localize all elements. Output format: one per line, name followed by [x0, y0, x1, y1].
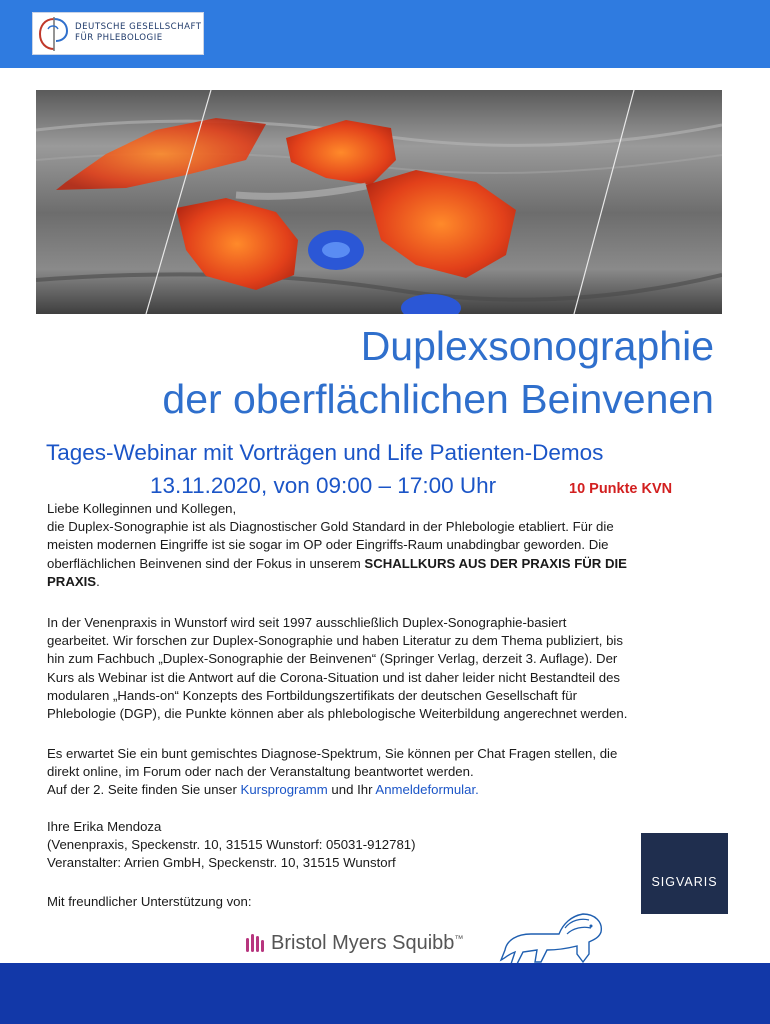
bms-name: Bristol Myers Squibb — [271, 932, 455, 954]
page-title-line-1: Duplexsonographie — [360, 323, 714, 369]
anmeldeformular-link[interactable]: Anmeldeformular — [375, 782, 476, 798]
intro-line-1: Liebe Kolleginnen und Kollegen, — [47, 501, 237, 516]
dgp-logo-mark — [36, 15, 72, 53]
intro-line-3: meisten modernen Eingriffe ist sie sogar im OP oder Eingriffs-Raum unabdingbar geworden. Die — [47, 537, 609, 553]
sigvaris-logo-text: SIGVARIS — [651, 875, 718, 889]
course-name-bold-end: PRAXIS — [47, 573, 97, 589]
practice-line-1: In der Venenpraxis in Wunstorf wird seit 1997 ausschließlich Duplex-Sonographie-basiert — [47, 615, 567, 630]
duplex-ultrasound-image — [36, 90, 722, 314]
sponsor-intro — [47, 893, 737, 911]
footer-bar — [0, 963, 770, 1024]
practice-paragraph — [47, 614, 737, 723]
intro-paragraph — [47, 500, 737, 591]
bms-mark-icon — [244, 930, 268, 956]
sponsor-intro-text: Mit freundlicher Unterstützung von: — [47, 894, 252, 909]
spectrum-line-1: Es erwartet Sie ein bunt gemischtes Diagnose-Spektrum, Sie können per Chat Fragen stellen, die — [47, 746, 618, 761]
header-bar — [0, 0, 770, 68]
course-name-bold: SCHALLKURS AUS DER PRAXIS FÜR DIE — [364, 555, 627, 571]
organizer-address: Veranstalter: Arrien GmbH, Speckenstr. 10, 31515 Wunstorf — [47, 855, 396, 871]
spectrum-line-3 — [47, 781, 737, 799]
practice-line-3: hin zum Fachbuch „Duplex-Sonographie der Beinvenen“ (Springer Verlag, derzeit 3. Auflage). Der — [47, 651, 618, 667]
cme-points: 10 Punkte KVN — [569, 481, 673, 497]
spectrum-line-3-period: . — [475, 782, 479, 798]
ultrasound-graphic — [36, 90, 722, 314]
intro-line-4-text: oberflächlichen Beinvenen sind der Fokus in unserem — [47, 555, 365, 571]
bms-trademark: ™ — [454, 933, 464, 944]
spectrum-paragraph — [47, 745, 737, 800]
page-title-line-2: der oberflächlichen Beinvenen — [162, 376, 714, 422]
event-subtitle: Tages-Webinar mit Vorträgen und Life Patienten-Demos — [46, 440, 604, 465]
intro-line-4 — [47, 555, 737, 573]
event-date: 13.11.2020, von 09:00 – 17:00 Uhr — [150, 473, 497, 498]
dgp-logo-text — [75, 22, 202, 44]
spectrum-line-3-mid: und Ihr — [327, 782, 376, 798]
practice-line-4: Kurs als Webinar ist die Antwort auf die Corona-Situation und ist daher leider nicht Bestandteil des — [47, 669, 620, 685]
spectrum-line-3-text: Auf der 2. Seite finden Sie unser — [47, 782, 241, 798]
bms-logo — [244, 930, 464, 960]
kursprogramm-link[interactable]: Kursprogramm — [240, 782, 328, 798]
signature-name: Ihre Erika Mendoza — [47, 819, 162, 834]
logo-line-1: DEUTSCHE GESELLSCHAFT — [75, 22, 202, 32]
practice-line-5: modularen „Hands-on“ Konzepts des Fortbildungszertifikats der deutschen Gesellschaft für — [47, 687, 577, 703]
sigvaris-logo — [641, 833, 728, 914]
dgp-logo — [32, 12, 204, 55]
spectrum-line-2: direkt online, im Forum oder nach der Veranstaltung beantwortet werden. — [47, 764, 474, 780]
intro-line-2: die Duplex-Sonographie ist als Diagnostischer Gold Standard in der Phlebologie etabliert. Für die — [47, 519, 614, 535]
intro-line-5-period: . — [96, 573, 100, 589]
logo-line-2: FÜR PHLEBOLOGIE — [75, 33, 163, 43]
intro-line-5 — [47, 573, 737, 591]
signature-block — [47, 818, 737, 873]
bms-logo-text — [271, 932, 463, 955]
practice-line-2: gearbeitet. Wir forschen zur Duplex-Sonographie und haben Literatur zu dem Thema publiziert, bis — [47, 633, 623, 649]
practice-address: (Venenpraxis, Speckenstr. 10, 31515 Wunstorf: 05031-912781) — [47, 837, 416, 853]
practice-line-6: Phlebologie (DGP), die Punkte können aber als phlebologische Weiterbildung angerechnet werden. — [47, 706, 628, 722]
